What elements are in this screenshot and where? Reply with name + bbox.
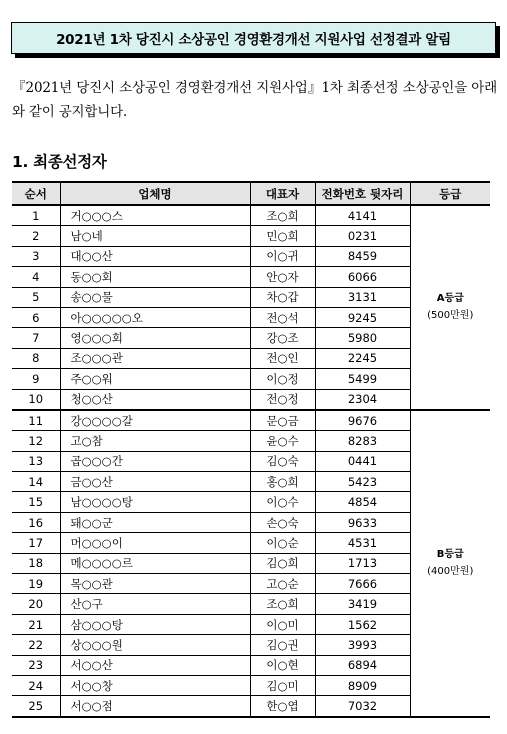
- cell-order: 18: [12, 553, 60, 573]
- cell-order: 11: [12, 410, 60, 431]
- cell-order: 5: [12, 287, 60, 307]
- cell-representative: 이○순: [250, 533, 315, 553]
- cell-business-name: 목○○관: [60, 574, 250, 594]
- cell-representative: 강○조: [250, 328, 315, 348]
- cell-representative: 김○권: [250, 635, 315, 655]
- cell-business-name: 돼○○군: [60, 512, 250, 532]
- cell-representative: 조○희: [250, 205, 315, 226]
- cell-business-name: 대○○산: [60, 246, 250, 266]
- header-order: 순서: [12, 182, 60, 205]
- cell-phone-last-digits: 5423: [315, 472, 410, 492]
- cell-business-name: 머○○○이: [60, 533, 250, 553]
- cell-order: 8: [12, 348, 60, 368]
- cell-order: 19: [12, 574, 60, 594]
- cell-phone-last-digits: 1713: [315, 553, 410, 573]
- cell-representative: 김○미: [250, 675, 315, 695]
- notice-title-text: 2021년 1차 당진시 소상공인 경영환경개선 지원사업 선정결과 알림: [56, 32, 451, 48]
- cell-business-name: 거○○○스: [60, 205, 250, 226]
- intro-paragraph: 『2021년 당진시 소상공인 경영환경개선 지원사업』1차 최종선정 소상공인을 아래와 같이 공지합니다.: [12, 80, 497, 120]
- cell-phone-last-digits: 0441: [315, 451, 410, 471]
- header-representative: 대표자: [250, 182, 315, 205]
- cell-phone-last-digits: 4531: [315, 533, 410, 553]
- cell-phone-last-digits: 2245: [315, 348, 410, 368]
- cell-order: 17: [12, 533, 60, 553]
- cell-representative: 윤○수: [250, 431, 315, 451]
- cell-order: 22: [12, 635, 60, 655]
- cell-phone-last-digits: 6066: [315, 267, 410, 287]
- cell-business-name: 서○○창: [60, 675, 250, 695]
- grade-name: A등급: [436, 293, 464, 305]
- grade-amount: (400만원): [427, 566, 474, 578]
- cell-order: 4: [12, 267, 60, 287]
- cell-phone-last-digits: 4141: [315, 205, 410, 226]
- cell-order: 9: [12, 369, 60, 389]
- cell-representative: 차○갑: [250, 287, 315, 307]
- cell-business-name: 메○○○○르: [60, 553, 250, 573]
- cell-phone-last-digits: 0231: [315, 226, 410, 246]
- cell-representative: 조○희: [250, 594, 315, 614]
- selection-table: [12, 181, 490, 718]
- cell-business-name: 금○○산: [60, 472, 250, 492]
- cell-representative: 김○숙: [250, 451, 315, 471]
- cell-order: 6: [12, 307, 60, 327]
- cell-business-name: 삼○○○탕: [60, 614, 250, 634]
- cell-order: 21: [12, 614, 60, 634]
- cell-order: 3: [12, 246, 60, 266]
- cell-order: 24: [12, 675, 60, 695]
- cell-business-name: 서○○점: [60, 696, 250, 717]
- cell-representative: 전○인: [250, 348, 315, 368]
- cell-business-name: 동○○회: [60, 267, 250, 287]
- cell-representative: 이○귀: [250, 246, 315, 266]
- cell-representative: 홍○희: [250, 472, 315, 492]
- cell-representative: 민○희: [250, 226, 315, 246]
- header-grade: 등급: [410, 182, 490, 205]
- cell-phone-last-digits: 8283: [315, 431, 410, 451]
- cell-phone-last-digits: 7032: [315, 696, 410, 717]
- cell-phone-last-digits: 9633: [315, 512, 410, 532]
- cell-order: 14: [12, 472, 60, 492]
- cell-representative: 이○현: [250, 655, 315, 675]
- cell-phone-last-digits: 5980: [315, 328, 410, 348]
- cell-order: 12: [12, 431, 60, 451]
- cell-order: 23: [12, 655, 60, 675]
- cell-business-name: 상○○○원: [60, 635, 250, 655]
- cell-representative: 전○정: [250, 389, 315, 410]
- cell-phone-last-digits: 8459: [315, 246, 410, 266]
- grade-name: B등급: [436, 549, 464, 561]
- cell-phone-last-digits: 1562: [315, 614, 410, 634]
- cell-representative: 이○수: [250, 492, 315, 512]
- cell-business-name: 영○○○회: [60, 328, 250, 348]
- cell-phone-last-digits: 3993: [315, 635, 410, 655]
- cell-phone-last-digits: 2304: [315, 389, 410, 410]
- cell-phone-last-digits: 7666: [315, 574, 410, 594]
- cell-business-name: 아○○○○○오: [60, 307, 250, 327]
- cell-phone-last-digits: 3419: [315, 594, 410, 614]
- cell-phone-last-digits: 9676: [315, 410, 410, 431]
- cell-business-name: 남○네: [60, 226, 250, 246]
- cell-phone-last-digits: 5499: [315, 369, 410, 389]
- cell-phone-last-digits: 6894: [315, 655, 410, 675]
- cell-representative: 전○석: [250, 307, 315, 327]
- cell-order: 2: [12, 226, 60, 246]
- cell-representative: 문○금: [250, 410, 315, 431]
- cell-business-name: 송○○물: [60, 287, 250, 307]
- cell-business-name: 청○○산: [60, 389, 250, 410]
- cell-phone-last-digits: 8909: [315, 675, 410, 695]
- cell-order: 7: [12, 328, 60, 348]
- notice-title: [11, 22, 496, 54]
- cell-representative: 손○숙: [250, 512, 315, 532]
- grade-amount: (500만원): [427, 310, 474, 322]
- cell-representative: 안○자: [250, 267, 315, 287]
- section-heading: 1. 최종선정자: [12, 153, 107, 171]
- cell-business-name: 산○구: [60, 594, 250, 614]
- cell-representative: 고○순: [250, 574, 315, 594]
- cell-representative: 김○희: [250, 553, 315, 573]
- cell-representative: 이○미: [250, 614, 315, 634]
- cell-order: 1: [12, 205, 60, 226]
- cell-business-name: 강○○○○갈: [60, 410, 250, 431]
- table-row: [12, 205, 490, 226]
- table-header-row: [12, 182, 490, 205]
- cell-order: 15: [12, 492, 60, 512]
- cell-order: 10: [12, 389, 60, 410]
- grade-cell: [410, 205, 490, 410]
- cell-order: 20: [12, 594, 60, 614]
- cell-representative: 한○엽: [250, 696, 315, 717]
- cell-business-name: 곱○○○간: [60, 451, 250, 471]
- cell-phone-last-digits: 9245: [315, 307, 410, 327]
- cell-order: 13: [12, 451, 60, 471]
- cell-business-name: 서○○산: [60, 655, 250, 675]
- table-body: [12, 205, 490, 717]
- cell-business-name: 조○○○관: [60, 348, 250, 368]
- header-business-name: 업체명: [60, 182, 250, 205]
- cell-phone-last-digits: 3131: [315, 287, 410, 307]
- cell-order: 25: [12, 696, 60, 717]
- grade-cell: [410, 410, 490, 717]
- table-row: [12, 410, 490, 431]
- cell-order: 16: [12, 512, 60, 532]
- cell-business-name: 남○○○○탕: [60, 492, 250, 512]
- cell-phone-last-digits: 4854: [315, 492, 410, 512]
- cell-business-name: 주○○워: [60, 369, 250, 389]
- header-phone-last-digits: 전화번호 뒷자리: [315, 182, 410, 205]
- cell-representative: 이○정: [250, 369, 315, 389]
- cell-business-name: 고○참: [60, 431, 250, 451]
